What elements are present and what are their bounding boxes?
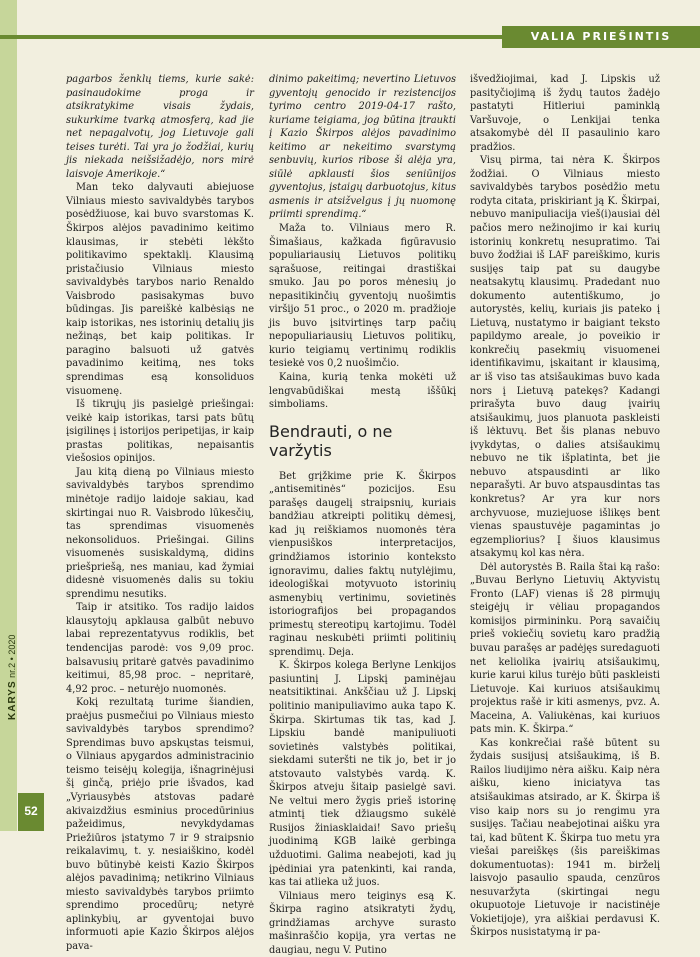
section-subheading: Bendrauti, o ne varžytis [269,421,393,460]
column-2 [269,73,456,957]
column-2-top [269,73,456,412]
paragraph: Iš tikrųjų jis pasielgė priešingai: veikė kaip istorikas, tarsi pats būtų įsigilinęs į istorijos peripetijas, ir kaip prastas politikas, nepaisantis viešosios opinijos. [66,399,254,465]
paragraph: Bet grįžkime prie K. Škirpos „antisemitinės“ pozicijos. Esu parašęs daugelį straipsnių, kuriais bandžiau atkreipti politikų dėmesį, kad jų reiškiamos nuomonės tėra vienpusiškos interpretacijos, grindžiamos istorinio konteksto ignoravimu, dalies faktų nutylėjimu, ideologiškai motyvuoto istorinių asmenybių vertinimu, sovietinės istoriografijos bei propagandos primestų stereotipų kartojimu. Todėl raginau neskubėti priimti politinių sprendimų. Deja. [269,470,456,658]
page-number: 52 [18,793,44,831]
paragraph: Jau kitą dieną po Vilniaus miesto savivaldybės tarybos sprendimo minėtoje radijo laidoje sakiau, kad skirtingai nuo R. Vaisbrodo lūkesčių, tas sprendimas visuomenės nekonsoliduos. Priešingai. Gilins visuomenės susiskaldymą, didins priešpriešą, nes maniau, kad žymiai didesnė visuomenės dalis su tokiu sprendimu nesutiks. [66,466,254,600]
paragraph: Visų pirma, tai nėra K. Škirpos žodžiai. O Vilniaus miesto savivaldybės tarybos posėdžio metu rodyta citata, priskiriant ją K. Škirpai, nebuvo manipuliacija vieš(i)ausiai dėl pačios mero nežinojimo ir kai kurių istorinių konkretų nesupratimo. Tai buvo žodžiai iš LAF pareiškimo, kuris susijęs taip pat su daugybe neatsakytų klausimų. Pradedant nuo dokumento autentiškumo, jo autorystės, kelių, kuriais jis pateko į Lietuvą, nustatymo ir baigiant teksto papildymo areale, jo poveikio ir konkrečių pasekmių visuomenei identifikavimu, įskaitant ir klausimą, ar iš viso tas atsišaukimas buvo kada nors į Lietuvą patekęs? Kadangi prirašyta buvo daug įvairių atsišaukimų, juos planuota paskleisti iš lėktuvų. Bet šis planas nebuvo įvykdytas, o dalies atsišaukimų nebuvo ne tik išplatinta, bet jie nebuvo atspausdinti ar liko neparašyti. Ar buvo atspausdintas tas konkretus? Ar yra kur nors archyvuose, muziejuose išlikęs bent vienas spaustuvėje pagamintas jo egzempliorius? Į šiuos klausimus atsakymų kol kas nėra. [470,155,660,560]
paragraph: Dėl autorystės B. Raila štai ką rašo: „Buvau Berlyno Lietuvių Aktyvistų Fronto (LAF) vienas iš 28 pirmųjų steigėjų ir vėliau propagandos komisijos pirmininku. Porą savaičių prieš vokiečių sovietų karo pradžią buvau parašęs ar padėjęs suredaguoti net keliolika įvairių atsišaukimų, kurie karui kilus turėjo būti paskleisti Lietuvoje. Kai kuriuos atsišaukimų projektus rašė ir kiti asmenys, pvz. A. Maceina, A. Valiukėnas, kai kuriuos pats min. K. Škirpa.“ [470,561,660,736]
section-title: VALIA PRIEŠINTIS [502,26,700,48]
issue-number: nr.2 • 2020 [7,634,17,678]
paragraph: Kokį rezultatą turime šiandien, praėjus pusmečiui po Vilniaus miesto savivaldybės tarybos sprendimo? Sprendimas buvo apskųstas teismui, o Vilniaus apygardos administracinio teismo teisėjų kolegija, išnagrinėjusi šį ginčą, priėjo prie išvados, kad „Vyriausybės atstovas padarė akivaizdžius esminius procedūrinius pažeidimus, nevykdydamas Priežiūros įstatymo 7 ir 9 straipsnio reikalavimų, t. y. nesiaiškino, kodėl buvo būtinybė keisti Kazio Škirpos alėjos pavadinimą; netikrino Vilniaus miesto savivaldybės tarybos priimto sprendimo procedūrų; netyrė aplinkybių, ar gyventojai buvo informuoti apie Kazio Škirpos alėjos pava- [66,697,254,952]
column-2-bottom [269,470,456,957]
paragraph: pagarbos ženklų tiems, kurie sakė: pasinaudokime proga ir atsikratykime visais žydais, sukurkime tvarką atmosferą, kad jie net nepagalvotų, jog Lietuvoje gali teises turėti. Tai yra jo žodžiai, kurių jis niekada neišsižadėjo, nors mirė laisvoje Amerikoje.“ [66,74,254,180]
column-1 [66,73,254,954]
paragraph: Kaina, kurią tenka mokėti už lengvabūdiškai mestą iššūkį simboliams. [269,372,456,411]
magazine-name: KARYS [7,680,18,720]
paragraph: Vilniaus mero teiginys esą K. Škirpa ragino atsikratyti žydų, grindžiamas archyve surasto mašinraščio kopija, yra vertas ne daugiau, negu V. Putino [269,890,456,956]
paragraph: K. Škirpos kolega Berlyne Lenkijos pasiuntinį J. Lipskį paminėjau neatsitiktinai. Ankščiau už J. Lipskį politinio manipuliavimo auka tapo K. Škirpa. Skirtumas tik tas, kad J. Lipskiu bandė manipuliuoti sovietinės valstybės politikai, siekdami suteršti ne tik jo, bet ir jo atstovauto valstybės vardą. K. Škirpos atveju šitaip pasielgė savi. Ne veltui mero žygis prieš istorinę atmintį tiek džiaugsmo sukėlė Rusijos žiniasklaidai! Savo priešų juodinimą KGB laikė gerbinga užduotimi. Galima neabejoti, kad jų įpėdiniai yra patenkinti, kai randa, kas tai atlieka už juos. [269,660,456,889]
paragraph: išvedžiojimai, kad J. Lipskis už pasityčiojimą iš žydų tautos žadėjo pastatyti Hitleriui paminklą Varšuvoje, o Lenkijai tenka atsakomybė dėl II pasaulinio karo pradžios. [470,74,660,153]
section-header [0,26,700,48]
issue-label [7,600,18,720]
paragraph: Taip ir atsitiko. Tos radijo laidos klausytojų apklausa galbūt nebuvo labai reprezentatyvus rodiklis, bet tendencijas parodė: vos 9,09 proc. balsavusių pritarė gatvės pavadinimo keitimui, 85,98 proc. – nepritarė, 4,92 proc. – neturėjo nuomonės. [66,602,254,695]
column-3 [470,73,660,940]
paragraph: Kas konkrečiai rašė būtent su žydais susijusį atsišaukimą, iš B. Railos liudijimo nėra aišku. Kaip nėra aišku, kieno iniciatyva tas atsišaukimas atsirado, ar K. Škirpa iš viso kaip nors su jo rengimu yra susijęs. Tačiau neabejotinai aišku yra tai, kad būtent K. Škirpa tuo metu yra viešai pareiškęs (šis pareiškimas dokumentuotas): 1941 m. birželį laisvojo pasaulio spauda, cenzūros nesuvaržyta (skirtingai negu okupuotoje Lietuvoje ir nacistinėje Vokietijoje), yra aiškiai perdavusi K. Škirpos nusistatymą ir pa- [470,737,660,939]
paragraph: Man teko dalyvauti abiejuose Vilniaus miesto savivaldybės tarybos posėdžiuose, kai buvo svarstomas K. Škirpos alėjos pavadinimo keitimo klausimas, ir stebėti lėkšto politikavimo spektaklį. Klausimą pristačiusio Vilniaus miesto savivaldybės tarybos nario Renaldo Vaisbrodo pasisakymas buvo būdingas. Jis pareiškė kalbėsiąs ne kaip istorikas, nes istorinių detalių jis nežinąs, bet kaip politikas. Ir paragino balsuoti už gatvės pavadinimo keitimą, nes toks sprendimas esą konsoliduos visuomenę. [66,182,254,397]
paragraph: Maža to. Vilniaus mero R. Šimašiaus, kažkada figūravusio populiariausių Lietuvos politikų sąrašuose, reitingai drastiškai smuko. Jau po poros mėnesių jo nepasitikinčių gyventojų nuošimtis viršijo 51 proc., o 2020 m. pradžioje jis buvo įsitvirtinęs tarp pačių nepopuliariausių Lietuvos politikų, kurio teigiamų vertinimų rodiklis tesiekė vos 0,2 nuošimčio. [269,223,456,370]
paragraph: dinimo pakeitimą; nevertino Lietuvos gyventojų genocido ir rezistencijos tyrimo centro 2019-04-17 rašto, kuriame teigiama, jog būtina įtraukti į Kazio Škirpos alėjos pavadinimo keitimo ar nekeitimo svarstymą senbuvių, kurios ribose ši alėja yra, siūlė apklausti šios seniūnijos gyventojus, įstaigų darbuotojus, kitus asmenis ir atsižvelgus į jų nuomonę priimti sprendimą.“ [269,74,456,221]
